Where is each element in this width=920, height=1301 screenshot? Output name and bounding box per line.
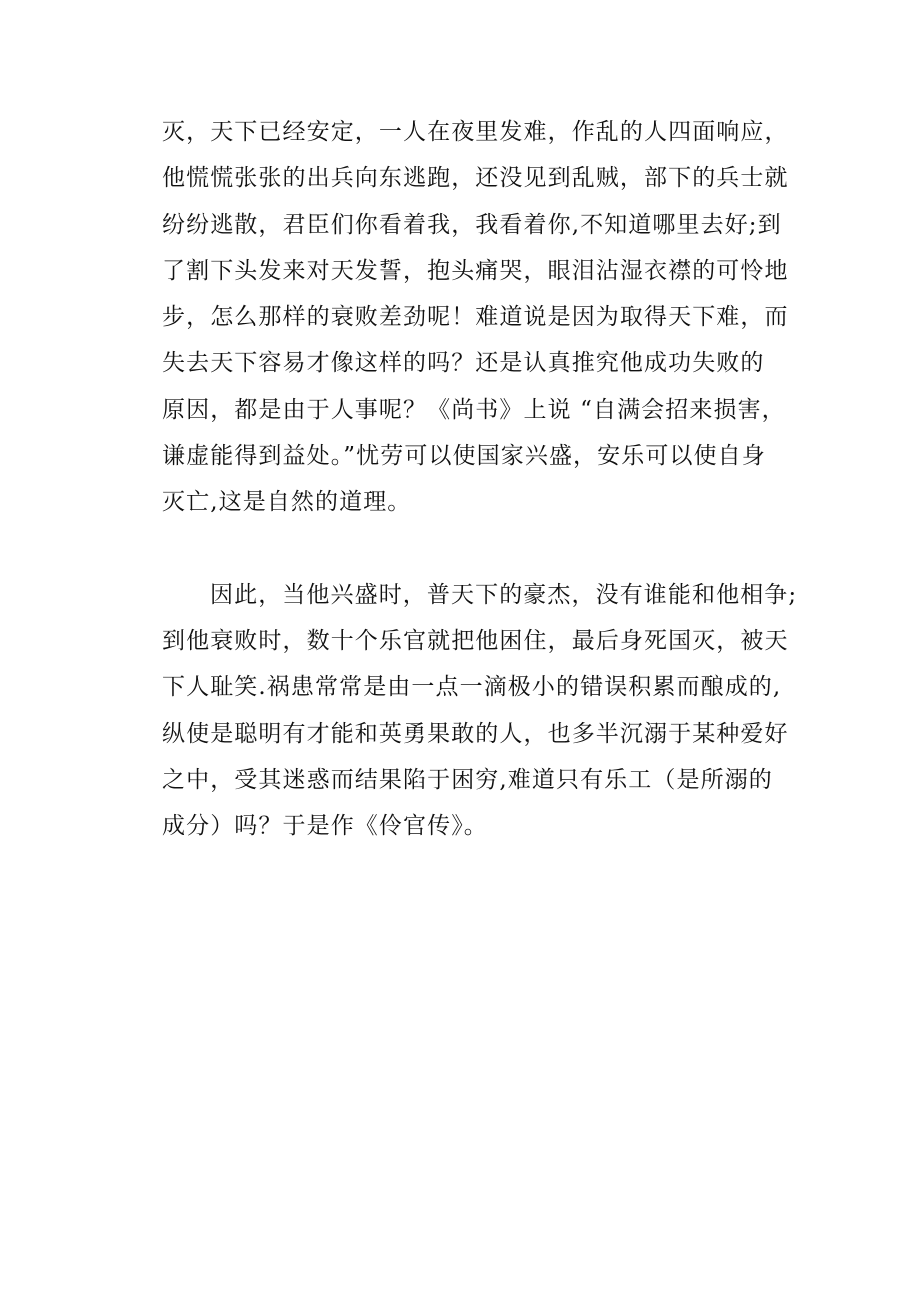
text-line: 失去天下容易才像这样的吗？还是认真推究他成功失败的 (162, 350, 765, 377)
text-line: 步，怎么那样的衰败差劲呢！难道说是因为取得天下难，而 (162, 304, 789, 331)
text-line: 因此，当他兴盛时，普天下的豪杰，没有谁能和他相争; (210, 581, 798, 608)
text-line: 下人耻笑.祸患常常是由一点一滴极小的错误积累而酿成的, (162, 674, 782, 701)
body-text (162, 109, 798, 849)
text-line: 谦虚能得到益处。”忧劳可以使国家兴盛，安乐可以使自身 (162, 443, 766, 470)
paragraph-1 (162, 109, 789, 526)
text-line: 灭，天下已经安定，一人在夜里发难，作乱的人四面响应， (162, 119, 789, 145)
text-line: 成分）吗？于是作《伶官传》。 (162, 813, 488, 840)
paragraph-2 (162, 572, 798, 850)
text-line: 了割下头发来对天发誓，抱头痛哭，眼泪沾湿衣襟的可怜地 (162, 257, 789, 284)
text-line: 灭亡,这是自然的道理。 (162, 489, 412, 516)
text-line: 他慌慌张张的出兵向东逃跑，还没见到乱贼，部下的兵士就 (162, 165, 789, 192)
text-line: 之中，受其迷惑而结果陷于困穷,难道只有乐工（是所溺的 (162, 766, 773, 793)
text-line: 纵使是聪明有才能和英勇果敢的人，也多半沉溺于某种爱好 (162, 720, 789, 747)
text-line: 纷纷逃散，君臣们你看着我，我看着你,不知道哪里去好;到 (162, 211, 782, 238)
text-line: 到他衰败时，数十个乐官就把他困住，最后身死国灭，被天 (162, 627, 789, 654)
text-line: 原因，都是由于人事呢？《尚书》上说 “自满会招来损害， (162, 396, 786, 423)
